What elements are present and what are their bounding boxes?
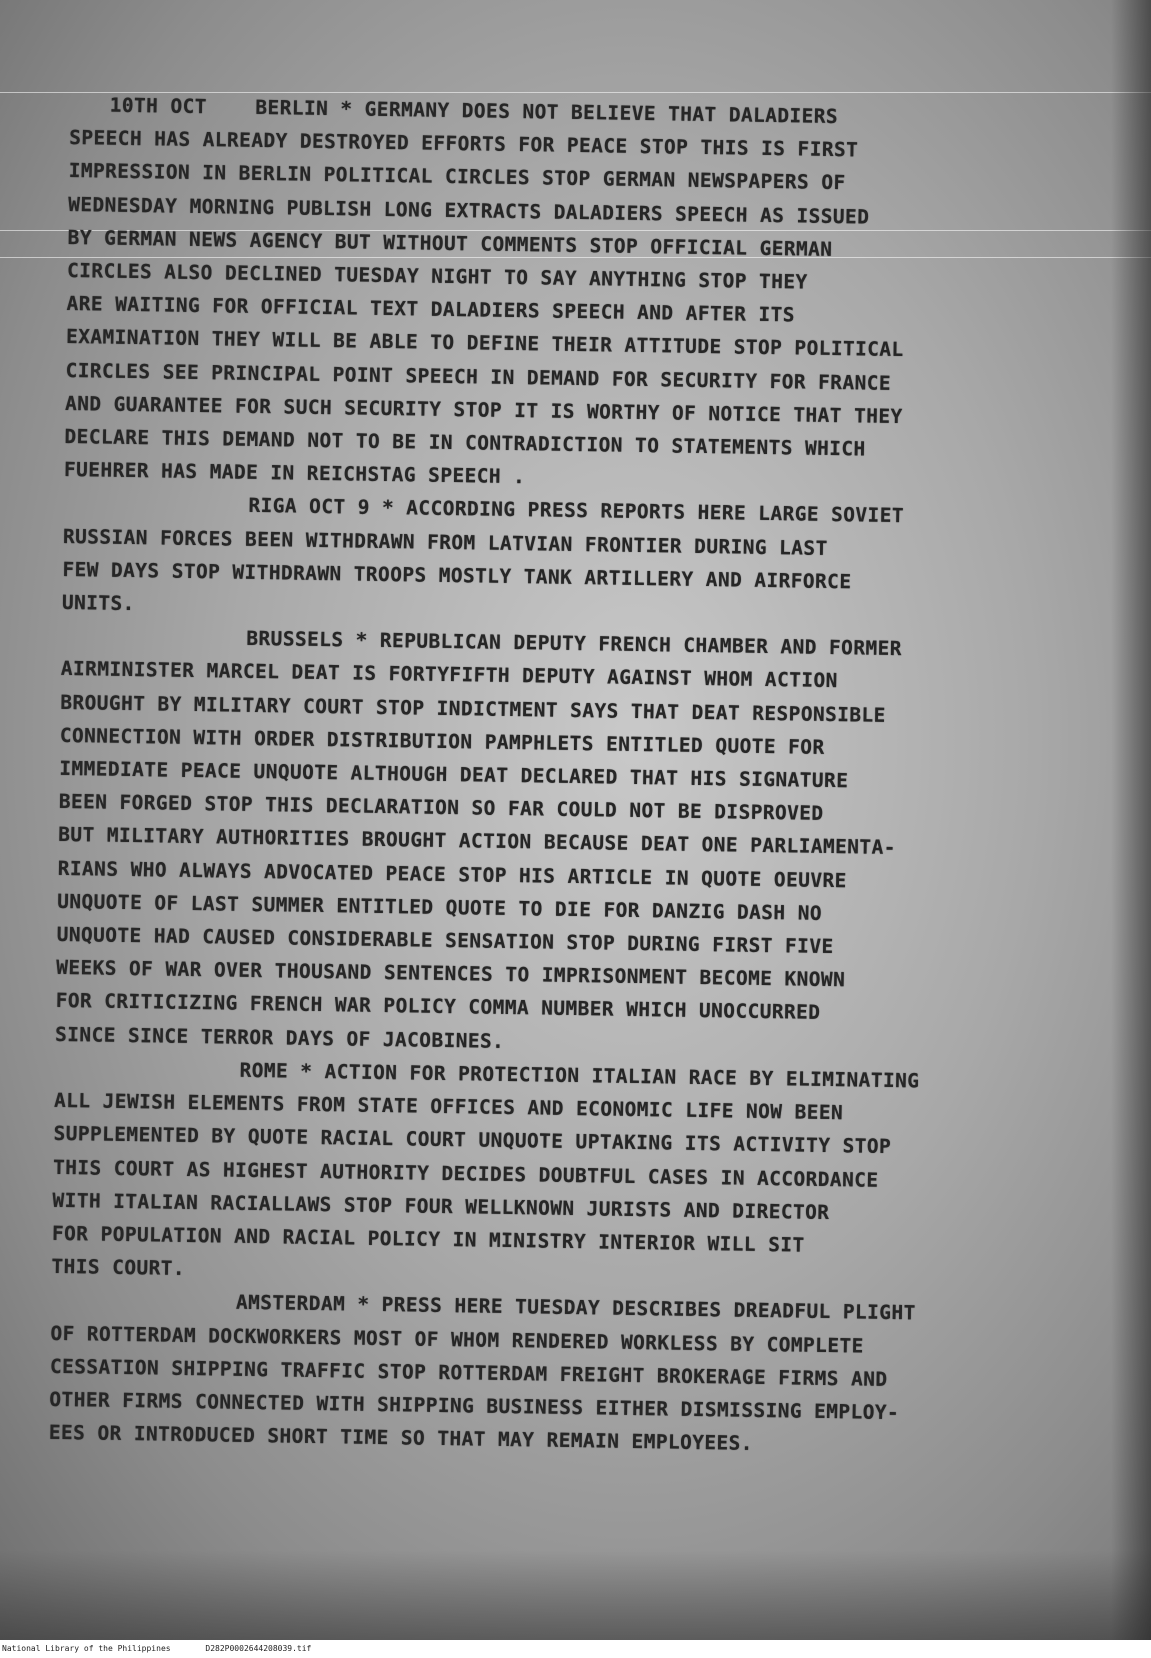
paragraph-amsterdam <box>49 1283 1071 1465</box>
footer-library: National Library of the Philippines <box>2 1644 171 1653</box>
text-line: IMMEDIATE PEACE UNQUOTE ALTHOUGH DEAT DECLARED THAT HIS SIGNATURE <box>59 756 849 793</box>
text-line: AIRMINISTER MARCEL DEAT IS FORTYFIFTH DEPUTY AGAINST WHOM ACTION <box>60 657 838 693</box>
text-line: UNQUOTE OF LAST SUMMER ENTITLED QUOTE TO DIE FOR DANZIG DASH NO <box>57 889 823 925</box>
text-line: CIRCLES SEE PRINCIPAL POINT SPEECH IN DEMAND FOR SECURITY FOR FRANCE <box>65 358 892 395</box>
text-line: DECLARE THIS DEMAND NOT TO BE IN CONTRADICTION TO STATEMENTS WHICH <box>64 424 866 461</box>
text-line: FOR POPULATION AND RACIAL POLICY IN MINISTRY INTERIOR WILL SIT <box>51 1221 805 1257</box>
paragraph-rome <box>51 1051 1075 1299</box>
footer-filename: D282P0002644208039.tif <box>205 1644 312 1653</box>
text-line: WITH ITALIAN RACIALLAWS STOP FOUR WELLKNOWN JURISTS AND DIRECTOR <box>52 1188 830 1224</box>
text-line: BRUSSELS * REPUBLICAN DEPUTY FRENCH CHAMBER AND FORMER <box>246 627 903 661</box>
text-line: UNITS. <box>61 590 135 616</box>
text-line: EES OR INTRODUCED SHORT TIME SO THAT MAY REMAIN EMPLOYEES. <box>48 1420 754 1456</box>
text-line: FEW DAYS STOP WITHDRAWN TROOPS MOSTLY TANK ARTILLERY AND AIRFORCE <box>62 557 852 594</box>
paragraph-berlin <box>64 88 1090 502</box>
text-line: FUEHRER HAS MADE IN REICHSTAG SPEECH . <box>63 458 526 489</box>
text-line: ALL JEWISH ELEMENTS FROM STATE OFFICES AND ECONOMIC LIFE NOW BEEN <box>53 1088 844 1125</box>
text-line: BY GERMAN NEWS AGENCY BUT WITHOUT COMMENTS STOP OFFICIAL GERMAN <box>67 225 833 261</box>
text-line: RIGA OCT 9 * ACCORDING PRESS REPORTS HERE LARGE SOVIET <box>248 494 905 528</box>
text-line: CIRCLES ALSO DECLINED TUESDAY NIGHT TO SAY ANYTHING STOP THEY <box>66 258 808 294</box>
paragraph-riga <box>62 486 1084 635</box>
text-line: BROUGHT BY MILITARY COURT STOP INDICTMENT SAYS THAT DEAT RESPONSIBLE <box>60 690 886 727</box>
text-line: FOR CRITICIZING FRENCH WAR POLICY COMMA NUMBER WHICH UNOCCURRED <box>55 989 821 1025</box>
typewritten-text <box>49 88 1090 1465</box>
text-line: SINCE SINCE TERROR DAYS OF JACOBINES. <box>54 1022 505 1053</box>
text-line: CESSATION SHIPPING TRAFFIC STOP ROTTERDAM FREIGHT BROKERAGE FIRMS AND <box>49 1354 888 1391</box>
text-line: SPEECH HAS ALREADY DESTROYED EFFORTS FOR PEACE STOP THIS IS FIRST <box>69 126 859 162</box>
text-line: OTHER FIRMS CONNECTED WITH SHIPPING BUSINESS EITHER DISMISSING EMPLOY- <box>49 1387 900 1425</box>
text-line: WEDNESDAY MORNING PUBLISH LONG EXTRACTS DALADIERS SPEECH AS ISSUED <box>67 192 870 229</box>
text-line: CONNECTION WITH ORDER DISTRIBUTION PAMPHLETS ENTITLED QUOTE FOR <box>59 723 825 759</box>
text-line: AND GUARANTEE FOR SUCH SECURITY STOP IT IS WORTHY OF NOTICE THAT THEY <box>64 391 903 428</box>
text-line: 10TH OCT BERLIN * GERMANY DOES NOT BELIEVE THAT DALADIERS <box>109 93 839 129</box>
text-line: OF ROTTERDAM DOCKWORKERS MOST OF WHOM RENDERED WORKLESS BY COMPLETE <box>50 1321 864 1358</box>
text-line: AMSTERDAM * PRESS HERE TUESDAY DESCRIBES DREADFUL PLIGHT <box>235 1291 916 1325</box>
text-line: UNQUOTE HAD CAUSED CONSIDERABLE SENSATION STOP DURING FIRST FIVE <box>56 922 834 959</box>
scan-footer <box>0 1640 1151 1658</box>
text-line: ARE WAITING FOR OFFICIAL TEXT DALADIERS SPEECH AND AFTER ITS <box>66 292 796 327</box>
paragraph-brussels <box>55 619 1082 1067</box>
page-shadow-bottom <box>0 1550 1151 1640</box>
text-line: BEEN FORGED STOP THIS DECLARATION SO FAR COULD NOT BE DISPROVED <box>58 790 824 826</box>
text-line: EXAMINATION THEY WILL BE ABLE TO DEFINE THEIR ATTITUDE STOP POLITICAL <box>65 325 904 362</box>
text-line: WEEKS OF WAR OVER THOUSAND SENTENCES TO IMPRISONMENT BECOME KNOWN <box>56 956 846 992</box>
text-line: THIS COURT AS HIGHEST AUTHORITY DECIDES DOUBTFUL CASES IN ACCORDANCE <box>52 1155 879 1192</box>
text-line: RIANS WHO ALWAYS ADVOCATED PEACE STOP HIS ARTICLE IN QUOTE OEUVRE <box>57 856 847 892</box>
page-shadow-right <box>1111 0 1151 1640</box>
text-line: THIS COURT. <box>51 1254 186 1281</box>
text-line: BUT MILITARY AUTHORITIES BROUGHT ACTION BECAUSE DEAT ONE PARLIAMENTA- <box>58 823 897 860</box>
text-line: IMPRESSION IN BERLIN POLITICAL CIRCLES STOP GERMAN NEWSPAPERS OF <box>68 159 846 195</box>
text-line: ROME * ACTION FOR PROTECTION ITALIAN RACE BY ELIMINATING <box>239 1058 920 1093</box>
text-line: RUSSIAN FORCES BEEN WITHDRAWN FROM LATVIAN FRONTIER DURING LAST <box>62 524 828 560</box>
text-line: SUPPLEMENTED BY QUOTE RACIAL COURT UNQUOTE UPTAKING ITS ACTIVITY STOP <box>53 1122 892 1159</box>
